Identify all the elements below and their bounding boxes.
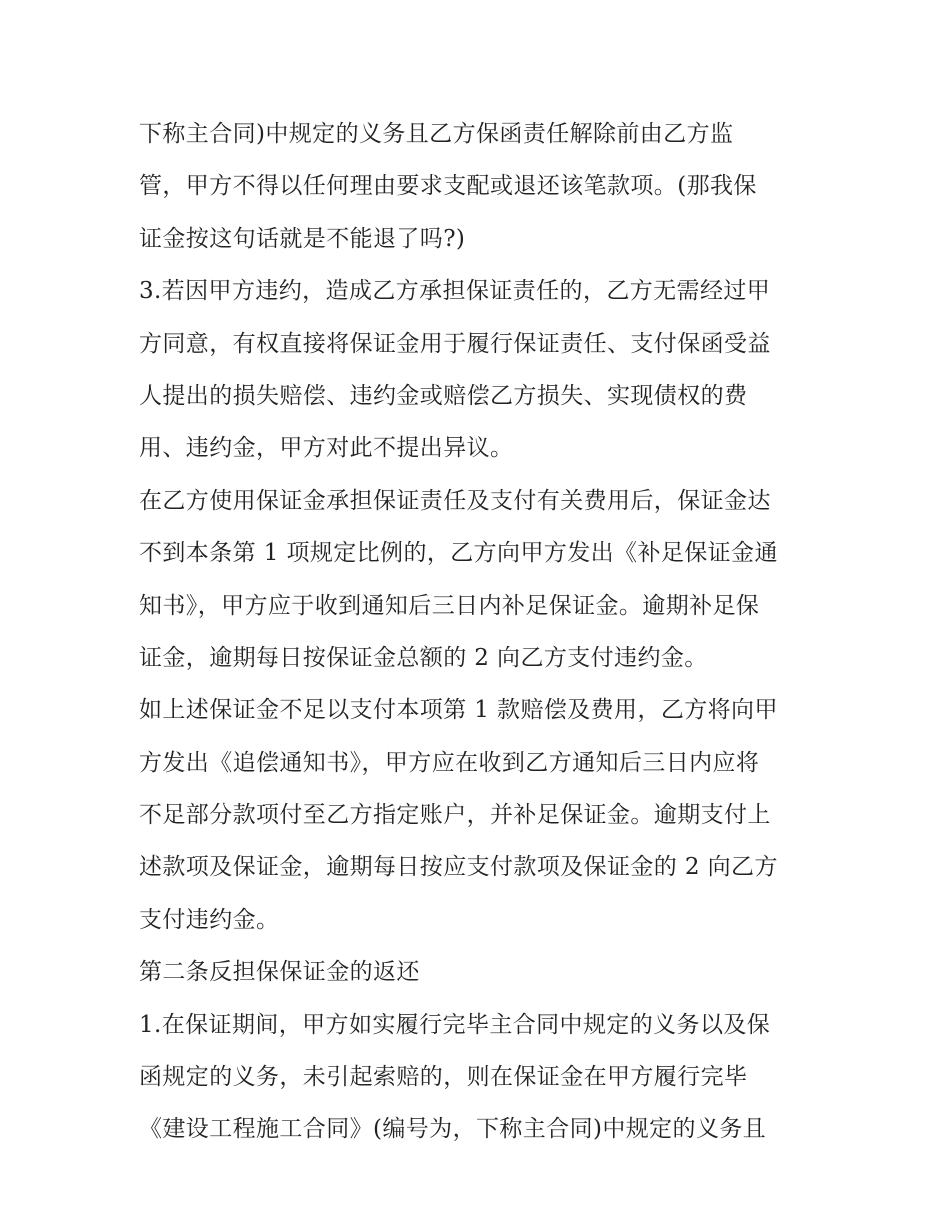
text-line: 证金，逾期每日按保证金总额的 2 向乙方支付违约金。 (139, 644, 708, 671)
text-line: 支付违约金。 (139, 906, 280, 933)
text-line: 方发出《追偿通知书》，甲方应在收到乙方通知后三日内应将 (139, 749, 760, 776)
text-line: 3.若因甲方违约，造成乙方承担保证责任的，乙方无需经过甲 (139, 278, 771, 305)
text-line: 管，甲方不得以任何理由要求支配或退还该笔款项。(那我保 (139, 173, 757, 200)
text-line: 《建设工程施工合同》(编号为，下称主合同)中规定的义务且 (139, 1116, 767, 1143)
text-line: 在乙方使用保证金承担保证责任及支付有关费用后，保证金达 (139, 487, 771, 514)
text-line: 证金按这句话就是不能退了吗?) (139, 225, 466, 252)
text-line: 人提出的损失赔偿、违约金或赔偿乙方损失、实现债权的费 (139, 382, 748, 409)
text-line: 1.在保证期间，甲方如实履行完毕主合同中规定的义务以及保 (139, 1011, 771, 1038)
text-line: 不到本条第 1 项规定比例的，乙方向甲方发出《补足保证金通 (139, 540, 778, 567)
section-heading: 第二条反担保保证金的返还 (139, 959, 420, 986)
text-line: 方同意，有权直接将保证金用于履行保证责任、支付保函受益 (139, 330, 771, 357)
text-line: 用、违约金，甲方对此不提出异议。 (139, 435, 514, 462)
text-line: 下称主合同)中规定的义务且乙方保函责任解除前由乙方监 (139, 121, 734, 147)
text-line: 如上述保证金不足以支付本项第 1 款赔偿及费用，乙方将向甲 (139, 697, 778, 724)
text-line: 述款项及保证金，逾期每日按应支付款项及保证金的 2 向乙方 (139, 854, 778, 881)
document-body (139, 108, 819, 1156)
text-line: 函规定的义务，未引起索赔的，则在保证金在甲方履行完毕 (139, 1064, 748, 1091)
text-line: 知书》，甲方应于收到通知后三日内补足保证金。逾期补足保 (139, 592, 760, 619)
text-line: 不足部分款项付至乙方指定账户，并补足保证金。逾期支付上 (139, 802, 771, 829)
